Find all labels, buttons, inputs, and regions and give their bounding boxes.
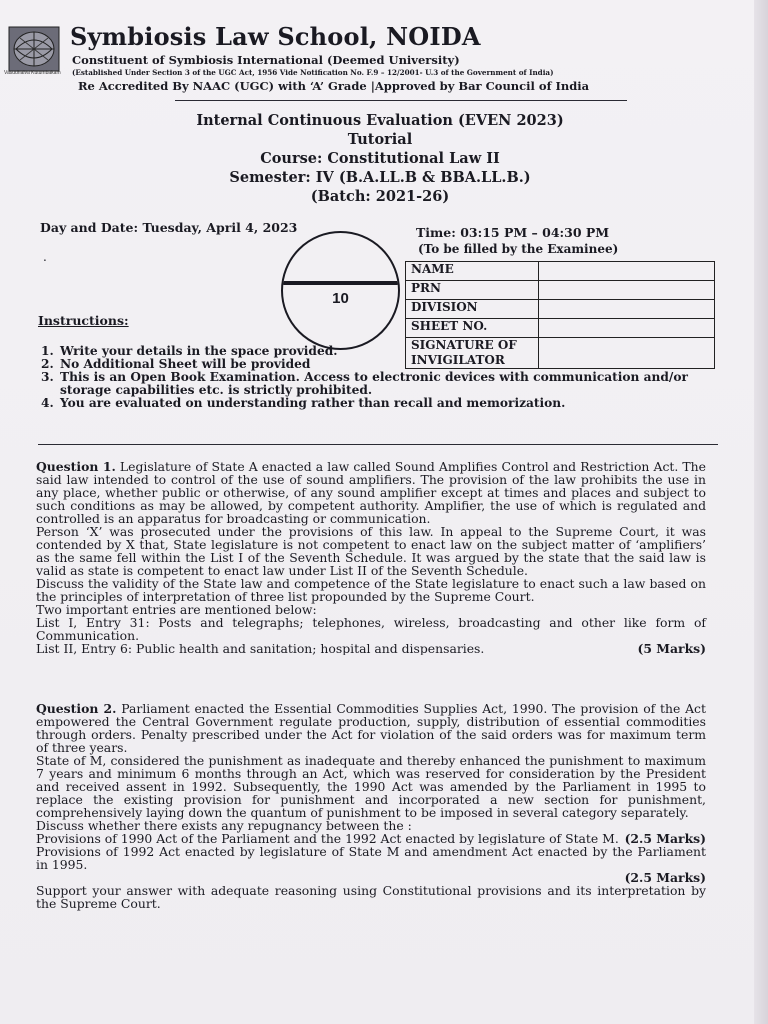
question-2-item-2: Provisions of 1992 Act enacted by legislature of State M and amendment Act enacted by the Parliament in 1995. <box>36 844 706 872</box>
name-label: NAME <box>406 262 539 281</box>
day-date: Day and Date: Tuesday, April 4, 2023 <box>40 220 298 235</box>
sheet-no-field[interactable] <box>539 319 715 338</box>
fill-note: (To be filled by the Examinee) <box>418 242 619 256</box>
question-2-para-4: Support your answer with adequate reasoning using Constitutional provisions and its interpretation by the Supreme Court. <box>36 883 706 911</box>
exam-time: Time: 03:15 PM – 04:30 PM <box>416 225 610 240</box>
question-1-para-3: Discuss the validity of the State law and competence of the State legislature to enact such a law based on the principles of interpretation of three list propounded by the Supreme Court. <box>36 576 706 604</box>
instructions-heading: Instructions: <box>38 313 129 328</box>
constituent-line: Constituent of Symbiosis International (Deemed University) <box>72 53 460 67</box>
evaluation-title: Internal Continuous Evaluation (EVEN 2023) <box>196 112 564 129</box>
prn-label: PRN <box>406 281 539 300</box>
division-label: DIVISION <box>406 300 539 319</box>
list-item: 4. You are evaluated on understanding rather than recall and memorization. <box>58 397 738 410</box>
question-2-para-3: Discuss whether there exists any repugnancy between the : <box>36 818 412 833</box>
prn-field[interactable] <box>539 281 715 300</box>
marks-circle <box>281 231 400 350</box>
question-1-label: Question 1. <box>36 459 116 474</box>
question-1-entry-2: List II, Entry 6: Public health and sanitation; hospital and dispensaries. <box>36 642 485 655</box>
question-2-item-1-marks: (2.5 Marks) <box>624 832 706 845</box>
question-2-para-1: Parliament enacted the Essential Commodities Supplies Act, 1990. The provision of the Act empowered the Central Government regulate production, supply, distribution of essential commodities through orders. Penalty prescribed under the Act for violation of the said orders was for maximum term of three years. <box>36 701 706 755</box>
instructions-divider <box>38 444 718 445</box>
exam-type: Tutorial <box>347 131 413 148</box>
symbiosis-logo-icon <box>8 26 60 72</box>
list-item: 3. This is an Open Book Examination. Access to electronic devices with communication and/or storage capabilities etc. is strictly prohibited. <box>58 371 738 397</box>
table-row <box>406 300 715 319</box>
signature-label: SIGNATURE OF INVIGILATOR <box>406 338 539 369</box>
school-name: Symbiosis Law School, NOIDA <box>70 22 481 51</box>
established-line: (Established Under Section 3 of the UGC Act, 1956 Vide Notification No. F.9 – 12/2001- U.3 of the Government of India) <box>72 68 554 77</box>
logo-caption: Vasudhaiva Kutumbakam <box>4 70 61 76</box>
question-1-entry-1: List I, Entry 31: Posts and telegraphs; telephones, wireless, broadcasting and other like form of Communication. <box>36 615 706 643</box>
batch-line: (Batch: 2021-26) <box>310 188 450 205</box>
awarded-score: 10 <box>332 290 349 307</box>
question-1 <box>36 460 706 655</box>
semester-line: Semester: IV (B.A.LL.B & BBA.LL.B.) <box>229 169 531 186</box>
question-1-para-1: Legislature of State A enacted a law called Sound Amplifies Control and Restriction Act. The said law intended to control of the use of sound amplifiers. The provision of the law prohibits the use in any place, whether public or otherwise, of any sound amplifier except at times and places and subject to such conditions as may be allowed, by competent authority. Amplifier, the use of which is regulated and controlled is an apparatus for broadcasting or communication. <box>36 459 706 526</box>
sheet-no-label: SHEET NO. <box>406 319 539 338</box>
accreditation-line: Re Accredited By NAAC (UGC) with ‘A’ Grade |Approved by Bar Council of India <box>78 79 590 93</box>
page-edge <box>754 0 768 1024</box>
header-divider <box>175 100 627 101</box>
stray-mark: . <box>43 250 47 264</box>
division-field[interactable] <box>539 300 715 319</box>
question-1-para-4: Two important entries are mentioned below: <box>36 602 317 617</box>
question-1-para-2: Person ‘X’ was prosecuted under the provisions of this law. In appeal to the Supreme Court, it was contended by X that, State legislature is not competent to enact law on the subject matter of ‘amplifiers’ as the same fell within the List I of the Seventh Schedule. It was argued by the state that the said law is valid as state is competent to enact law under List II of the Seventh Schedule. <box>36 524 706 578</box>
name-field[interactable] <box>539 262 715 281</box>
list-item: 2. No Additional Sheet will be provided <box>58 358 738 371</box>
question-2-label: Question 2. <box>36 701 117 716</box>
table-row <box>406 319 715 338</box>
marks-divider <box>283 281 398 285</box>
table-row <box>406 281 715 300</box>
instructions-list <box>38 345 738 410</box>
question-2-item-2-marks: (2.5 Marks) <box>624 870 706 885</box>
question-2 <box>36 702 706 910</box>
list-item: 1. Write your details in the space provided. <box>58 345 738 358</box>
question-1-marks: (5 Marks) <box>637 642 706 655</box>
question-2-para-2: State of M, considered the punishment as inadequate and thereby enhanced the punishment to maximum 7 years and minimum 6 months through an Act, which was reserved for consideration by the President and received assent in 1992. Subsequently, the 1990 Act was amended by the Parliament in 1995 to replace the existing provision for punishment and incorporated a new section for punishment, comprehensively laying down the quantum of punishment to be imposed in several category separately. <box>36 753 706 820</box>
course-title: Course: Constitutional Law II <box>260 150 500 167</box>
table-row <box>406 262 715 281</box>
question-2-item-1: Provisions of 1990 Act of the Parliament and the 1992 Act enacted by legislature of State M. <box>36 832 619 845</box>
